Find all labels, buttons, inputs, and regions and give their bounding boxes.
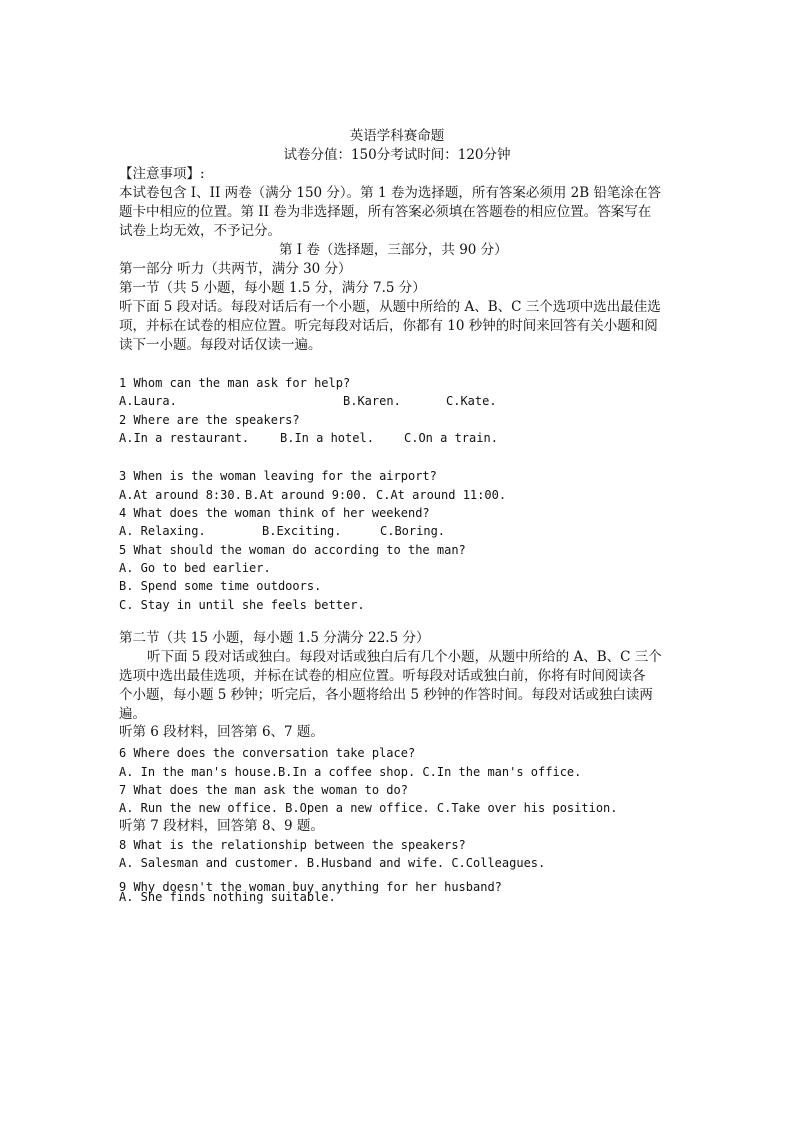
question-stem-5: 5 What should the woman do according to the man?: [119, 543, 466, 557]
option-a: A. She finds nothing suitable.: [119, 890, 336, 904]
question-8-options: A. Salesman and customer. B.Husband and wife. C.Colleagues.: [119, 856, 546, 870]
question-stem-9: 9 Why doesn't the woman buy anything for her husband?: [119, 880, 502, 894]
option-c: C.On a train.: [404, 431, 498, 445]
option-c: C.At around 11:00.: [376, 488, 507, 502]
option-b: B.At around 9:00.: [245, 488, 368, 502]
notes-line: 本试卷包含 I、II 两卷（满分 150 分）。第 1 卷为选择题，所有答案必须用 2B 铅笔涂在答: [119, 185, 661, 201]
material-heading: 听第 6 段材料，回答第 6、7 题。: [119, 724, 324, 740]
section1-title: 第一节（共 5 小题，每小题 1.5 分，满分 7.5 分）: [119, 280, 426, 296]
section2-title: 第二节（共 15 小题，每小题 1.5 分满分 22.5 分）: [119, 630, 430, 646]
option-a: A. Relaxing.: [119, 524, 206, 538]
option-b: B. Spend some time outdoors.: [119, 579, 322, 593]
option-a: A.At around 8:30.: [119, 488, 242, 502]
question-stem-8: 8 What is the relationship between the speakers?: [119, 838, 466, 852]
question-6-options: A. In the man's house.B.In a coffee shop. C.In the man's office.: [119, 765, 582, 779]
section1-instruction: 听下面 5 段对话。每段对话后有一个小题，从题中所给的 A、B、C 三个选项中选出最佳选: [119, 299, 661, 315]
question-stem-6: 6 Where does the conversation take place?: [119, 746, 416, 760]
section2-instruction: 选项中选出最佳选项，并标在试卷的相应位置。听每段对话或独白前，你将有时间阅读各: [119, 668, 646, 684]
question-stem-4: 4 What does the woman think of her weekend?: [119, 506, 430, 520]
notes-line: 题卡中相应的位置。第 II 卷为非选择题，所有答案必须填在答题卷的相应位置。答案写在: [119, 204, 652, 220]
question-stem-1: 1 Whom can the man ask for help?: [119, 376, 351, 390]
question-7-options: A. Run the new office. B.Open a new office. C.Take over his position.: [119, 801, 618, 815]
notes-heading: 【注意事项】:: [119, 166, 205, 182]
option-a: A. Go to bed earlier.: [119, 561, 271, 575]
option-c: C.Kate.: [446, 394, 497, 408]
option-a: A.Laura.: [119, 394, 177, 408]
exam-title: 英语学科赛命题: [349, 128, 445, 144]
question-stem-3: 3 When is the woman leaving for the airport?: [119, 469, 437, 483]
option-b: B.Karen.: [343, 394, 401, 408]
material-heading: 听第 7 段材料，回答第 8、9 题。: [119, 818, 324, 834]
part1-title: 第一部分 听力（共两节，满分 30 分）: [119, 261, 352, 277]
question-stem-7: 7 What does the man ask the woman to do?: [119, 783, 408, 797]
exam-subtitle: 试卷分值：150分考试时间：120分钟: [283, 147, 511, 163]
option-c: C. Stay in until she feels better.: [119, 598, 365, 612]
section2-instruction: 遍。: [119, 706, 146, 722]
notes-line: 试卷上均无效，不予记分。: [119, 223, 281, 239]
option-b: B.Exciting.: [262, 524, 342, 538]
section1-instruction: 项，并标在试卷的相应位置。听完每段对话后，你都有 10 秒钟的时间来回答有关小题和阅: [119, 318, 658, 334]
volume1-title: 第 I 卷（选择题，三部分，共 90 分）: [279, 242, 508, 258]
option-b: B.In a hotel.: [280, 431, 374, 445]
option-c: C.Boring.: [380, 524, 446, 538]
section2-instruction: 个小题，每小题 5 秒钟；听完后，各小题将给出 5 秒钟的作答时间。每段对话或独白读两: [119, 687, 653, 703]
question-stem-2: 2 Where are the speakers?: [119, 413, 300, 427]
section2-instruction: 听下面 5 段对话或独白。每段对话或独白后有几个小题，从题中所给的 A、B、C 三个: [147, 649, 662, 665]
option-a: A.In a restaurant.: [119, 431, 250, 445]
section1-instruction: 读下一小题。每段对话仅读一遍。: [119, 337, 322, 353]
